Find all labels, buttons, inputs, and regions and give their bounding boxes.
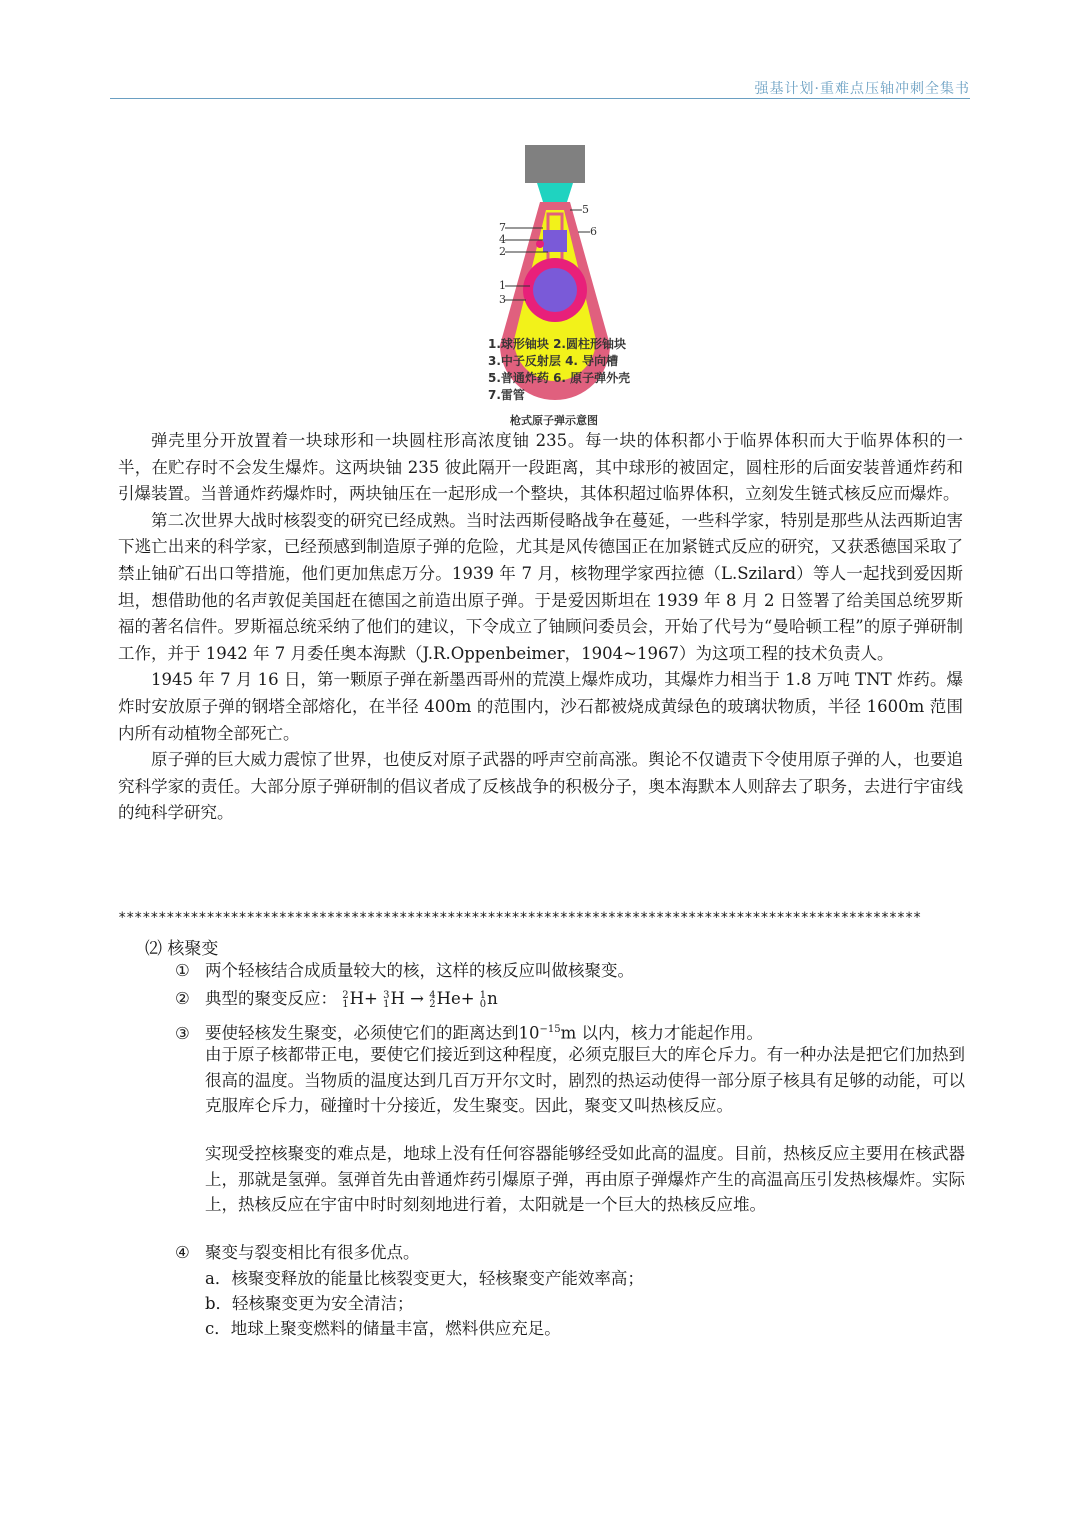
body-text (118, 428, 963, 827)
advantage-a: a．核聚变释放的能量比核裂变更大，轻核聚变产能效率高； (205, 1269, 644, 1288)
item-text: 聚变与裂变相比有很多优点。 (205, 1243, 420, 1262)
nuclide-index: 3 1 (383, 989, 390, 1010)
paragraph: 原子弹的巨大威力震惊了世界，也使反对原子武器的呼声空前高涨。舆论不仅谴责下令使用原子弹的人，也要追究科学家的责任。大部分原子弹研制的倡议者成了反核战争的积极分子，奥本海默本人则辞去了职务，去进行宇宙线的纯科学研究。 (118, 750, 963, 823)
item-number: ④ (175, 1243, 190, 1262)
label-4: 4 (499, 233, 506, 246)
advantage-c: c．地球上聚变燃料的储量丰富，燃料供应充足。 (205, 1319, 561, 1338)
nuclide-symbol: n (487, 989, 498, 1008)
nuclide-index: 1 0 (479, 989, 487, 1010)
sphere-core (533, 268, 577, 312)
label-5: 5 (582, 203, 589, 216)
divider: **************************************************************************************************** (118, 910, 921, 926)
power-base: 10 (518, 1023, 540, 1043)
nuclide-index: 2 1 (342, 989, 349, 1010)
label-1: 1 (499, 279, 506, 292)
header-rule (110, 98, 970, 99)
paragraph: 弹壳里分开放置着一块球形和一块圆柱形高浓度铀 235。每一块的体积都小于临界体积而大于临界体积的一半，在贮存时不会发生爆炸。这两块铀 235 彼此隔开一段距离，其中球形的被固定，圆柱形的后面安装普通炸药和引爆装置。当普通炸药爆炸时，两块铀压在一起形成一个整块，其体积超过临界体积，立刻发生链式核反应而爆炸。 (118, 431, 963, 504)
list-item (175, 1240, 965, 1266)
paragraph: 第二次世界大战时核裂变的研究已经成熟。当时法西斯侵略战争在蔓延，一些科学家，特别是那些从法西斯迫害下逃亡出来的科学家，已经预感到制造原子弹的危险，尤其是风传德国正在加紧链式反应的研究，又获悉德国采取了禁止铀矿石出口等措施，他们更加焦虑万分。1939 年 7 月，核物理学家西拉德（L.Szilard）等人一起找到爱因斯坦，想借助他的名声敦促美国赶在德国之前造出原子弹。于是爱因斯坦在 1939 年 8 月 2 日签署了给美国总统罗斯福的著名信件。罗斯福总统采纳了他们的建议，下令成立了铀顾问委员会，开始了代号为“曼哈顿工程”的原子弹研制工作，并于 1942 年 7 月委任奥本海默（J.R.Oppenbeimer，1904~1967）为这项工程的技术负责人。 (118, 510, 963, 663)
list-item (175, 986, 965, 1012)
explanation-paragraph: 实现受控核聚变的难点是，地球上没有任何容器能够经受如此高的温度。目前，热核反应主要用在核武器上，那就是氢弹。氢弹首先由普通炸药引爆原子弹，再由原子弹爆炸产生的高温高压引发热核爆炸。实际上，热核反应在宇宙中时时刻刻地进行着，太阳就是一个巨大的热核反应堆。 (205, 1144, 965, 1214)
item-text: 要使轻核发生聚变，必须使它们的距离达到 (205, 1023, 519, 1043)
paragraph: 1945 年 7 月 16 日，第一颗原子弹在新墨西哥州的荒漠上爆炸成功，其爆炸力相当于 1.8 万吨 TNT 炸药。爆炸时安放原子弹的钢塔全部熔化，在半径 400m 的范围内，沙石都被烧成黄绿色的玻璃状物质，半径 1600m 范围内所有动植物全部死亡。 (118, 670, 963, 743)
detonator (536, 240, 544, 248)
item-text: 两个轻核结合成质量较大的核，这样的核反应叫做核聚变。 (205, 961, 634, 980)
nuclide-symbol: H+ (349, 989, 378, 1008)
legend-line: 3.中子反射层 4. 导向槽 (488, 354, 619, 368)
nuclide-symbol: He+ (436, 989, 475, 1008)
label-2: 2 (499, 245, 506, 258)
item-text: m 以内，核力才能起作用。 (560, 1023, 764, 1043)
nuclide-index: 4 2 (429, 989, 436, 1010)
figure-legend (488, 336, 630, 404)
label-6: 6 (590, 225, 597, 238)
power-exponent: −15 (539, 1024, 561, 1035)
section-title: ⑵ 核聚变 (145, 939, 219, 959)
nuclide-symbol: H → (390, 989, 430, 1008)
cylinder-uranium (543, 230, 567, 252)
explanation-paragraph: 由于原子核都带正电，要使它们接近到这种程度，必须克服巨大的库仑斥力。有一种办法是把它们加热到很高的温度。当物质的温度达到几百万开尔文时，剧烈的热运动使得一部分原子核具有足够的动能，可以克服库仑斥力，碰撞时十分接近，发生聚变。因此，聚变又叫热核反应。 (205, 1045, 965, 1115)
legend-line: 5.普通炸药 6. 原子弹外壳 (488, 371, 631, 385)
item-number: ① (175, 961, 190, 980)
item-text: 典型的聚变反应： (205, 989, 337, 1008)
bomb-neck (537, 183, 573, 202)
item-number: ③ (175, 1023, 190, 1043)
bomb-cap (525, 145, 585, 183)
advantage-b: b．轻核聚变更为安全清洁； (205, 1294, 414, 1313)
header-title: 强基计划·重难点压轴冲刺全集书 (754, 81, 970, 97)
legend-line: 1.球形铀块 2.圆柱形铀块 (488, 337, 626, 351)
legend-line: 7.雷管 (488, 388, 525, 402)
label-7: 7 (499, 221, 506, 234)
list-item (175, 958, 965, 984)
item-number: ② (175, 989, 190, 1008)
label-3: 3 (499, 293, 506, 306)
figure-caption: 枪式原子弹示意图 (510, 414, 598, 427)
